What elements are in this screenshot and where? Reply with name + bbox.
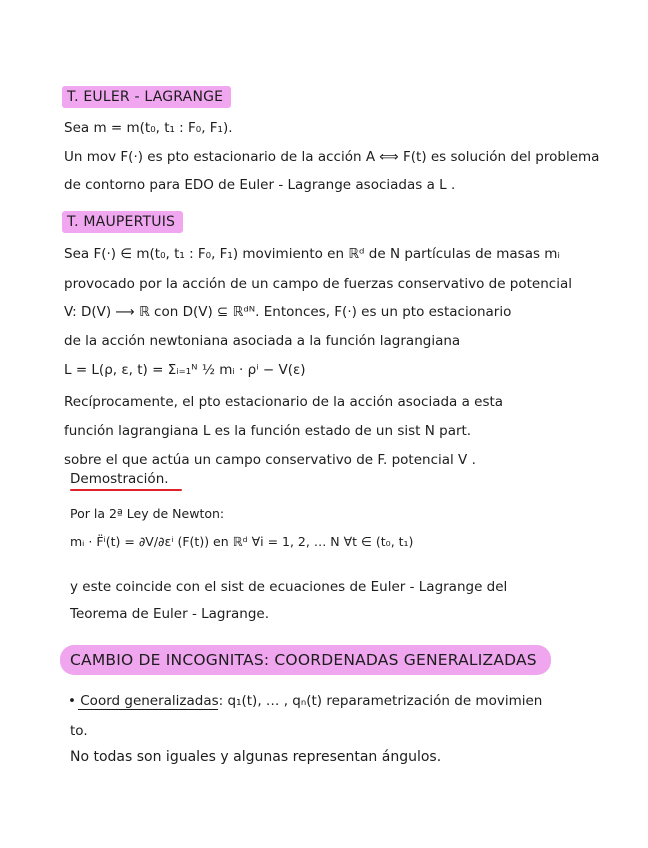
coord-underline	[78, 709, 218, 710]
heading-euler-lagrange: T. EULER - LAGRANGE	[62, 86, 231, 108]
text-line: Un mov F(·) es pto estacionario de la acción A ⟺ F(t) es solución del problema	[64, 149, 600, 165]
text-line: No todas son iguales y algunas representan ángulos.	[70, 749, 442, 765]
text-line: sobre el que actúa un campo conservativo de F. potencial V .	[64, 452, 476, 468]
text-line: y este coincide con el sist de ecuaciones de Euler - Lagrange del	[70, 579, 508, 595]
newton-equation: mᵢ · F̈ⁱ(t) = ∂V/∂εⁱ (F(t)) en ℝᵈ ∀i = 1, 2, … N ∀t ∈ (t₀, t₁)	[70, 534, 414, 549]
text-line: V: D(V) ⟶ ℝ con D(V) ⊆ ℝᵈᴺ. Entonces, F(·) es un pto estacionario	[64, 304, 512, 320]
text-line: Teorema de Euler - Lagrange.	[70, 606, 270, 622]
text-line: Sea m = m(t₀, t₁ : F₀, F₁).	[64, 120, 233, 136]
text-line: Recíprocamente, el pto estacionario de la acción asociada a esta	[64, 394, 504, 410]
heading-maupertuis: T. MAUPERTUIS	[62, 211, 183, 233]
text-line: de la acción newtoniana asociada a la función lagrangiana	[64, 333, 461, 349]
proof-underline	[70, 489, 182, 491]
text-line: Por la 2ª Ley de Newton:	[70, 506, 225, 521]
text-line: to.	[70, 723, 88, 739]
proof-heading: Demostración.	[70, 471, 169, 487]
text-line: • Coord generalizadas: q₁(t), … , qₙ(t) reparametrización de movimien	[68, 693, 543, 709]
text-line: Sea F(·) ∈ m(t₀, t₁ : F₀, F₁) movimiento en ℝᵈ de N partículas de masas mᵢ	[64, 246, 560, 262]
heading-generalized-coordinates: CAMBIO DE INCOGNITAS: COORDENADAS GENERALIZADAS	[60, 645, 551, 675]
text-line: de contorno para EDO de Euler - Lagrange asociadas a L .	[64, 177, 456, 193]
text-line: provocado por la acción de un campo de fuerzas conservativo de potencial	[64, 276, 572, 292]
text-line: función lagrangiana L es la función estado de un sist N part.	[64, 423, 472, 439]
lagrangian-formula: L = L(ρ, ε, t) = Σᵢ₌₁ᴺ ½ mᵢ · ρⁱ − V(ε)	[64, 362, 306, 378]
